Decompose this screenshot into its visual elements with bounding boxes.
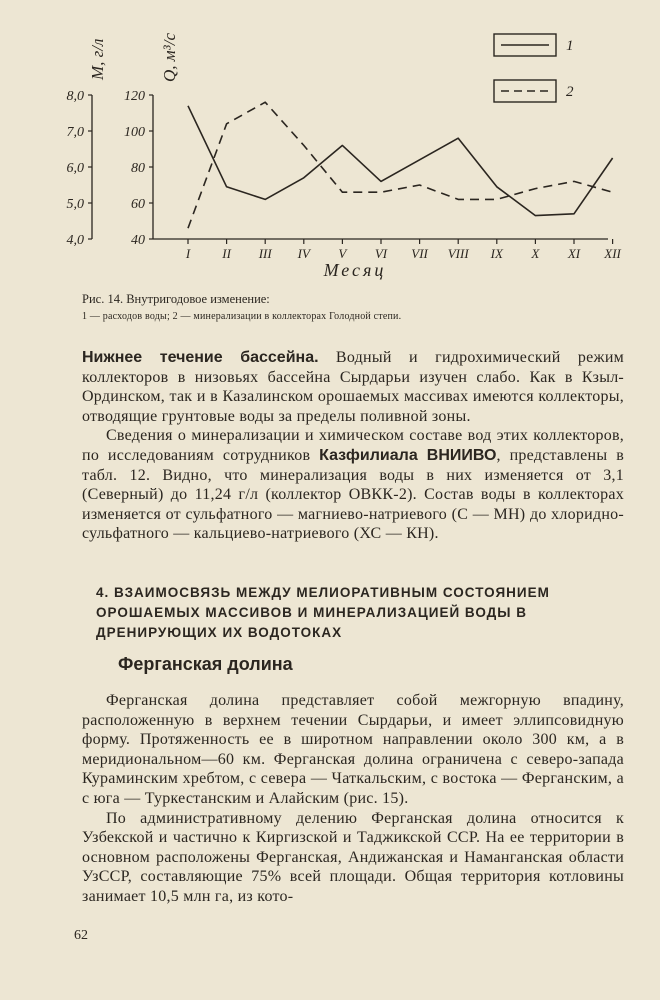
x-tick-label: IX <box>490 246 503 261</box>
q-axis-title: Q, м³/с <box>160 33 179 82</box>
paragraph-text: Сведения о минерализации и химическом составе вод этих коллекторов, по исследованиям сотрудников <box>82 427 624 464</box>
body-text-1 <box>82 348 624 544</box>
body-text-2 <box>82 691 624 907</box>
x-axis-title: Месяц <box>323 260 387 280</box>
paragraph-bold: Казфилиала ВНИИВО <box>319 446 497 464</box>
m-tick-label: 4,0 <box>66 233 84 248</box>
q-tick-label: 120 <box>124 89 145 104</box>
paragraph-lead: Нижнее течение бассейна. <box>82 349 319 366</box>
page-number: 62 <box>74 928 88 943</box>
x-tick-label: II <box>222 246 231 261</box>
q-tick-label: 40 <box>131 233 145 248</box>
paragraph-mineralization <box>82 426 624 544</box>
m-tick-label: 5,0 <box>66 197 84 212</box>
paragraph-text: , представлены в табл. 12. Видно, что минерализация воды в них изменяется от 3,1 (Северный) до 11,24 г/л (коллектор ОВКК-2). Состав воды в коллекторах изменяется от сульфатного — магниево-натриевого (С — МН) до хлоридно-сульфатного — кальциево-натриевого (ХС — КН). <box>82 446 625 543</box>
caption-title: Рис. 14. Внутригодовое изменение: <box>82 292 270 306</box>
series-2-line <box>188 102 613 228</box>
line-chart <box>0 0 660 290</box>
x-tick-label: VII <box>411 246 428 261</box>
m-tick-label: 7,0 <box>66 125 84 140</box>
x-tick-label: VIII <box>447 246 469 261</box>
x-tick-label: I <box>185 246 191 261</box>
paragraph-fergana-1: Ферганская долина представляет собой межгорную впадину, расположенную в верхнем течении Сырдарьи, и имеет эллипсовидную форму. Протяженность ее в широтном направлении около 300 км, а в меридиональном—60 км. Ферганская долина ограничена с северо-запада Кураминским хребтом, с севера — Чаткальским, с востока — Ферганским, а с юга — Туркестанским и Алайским (рис. 15). <box>82 692 624 807</box>
x-tick-label: IV <box>297 246 310 261</box>
caption-legend: 1 — расходов воды; 2 — минерализации в коллекторах Голодной степи. <box>82 311 402 322</box>
x-tick-label: III <box>258 246 272 261</box>
m-tick-label: 6,0 <box>66 161 84 176</box>
paragraph-lower-basin <box>82 348 624 426</box>
m-tick-label: 8,0 <box>66 89 84 104</box>
legend-label-2: 2 <box>566 84 574 100</box>
x-tick-label: XI <box>567 246 581 261</box>
x-tick-label: V <box>338 246 347 261</box>
m-axis-title: M, г/л <box>88 38 107 80</box>
legend-label-1: 1 <box>566 38 574 54</box>
figure-caption <box>82 291 602 325</box>
paragraph-text: Водный и гидрохимический режим коллекторов в низовьях бассейна Сырдарьи изучен слабо. Как в Кзыл-Ординском, так и в Казалинском орошаемых массивах имеются коллекторы, отводящие грунтовые воды за пределы поливной зоны. <box>82 349 625 425</box>
series-1-line <box>188 106 613 216</box>
paragraph-fergana-2: По административному делению Ферганская долина относится к Узбекской и частично к Киргизской и Таджикской ССР. На ее территории в основном расположены Ферганская, Андижанская и Наманганская области УзССР, составляющие 75% всей площади. Общая территория котловины занимает 10,5 млн га, из кото- <box>82 809 624 905</box>
section-heading: 4. ВЗАИМОСВЯЗЬ МЕЖДУ МЕЛИОРАТИВНЫМ СОСТОЯНИЕМ ОРОШАЕМЫХ МАССИВОВ И МИНЕРАЛИЗАЦИЕЙ ВОДЫ В ДРЕНИРУЮЩИХ ИХ ВОДОТОКАХ <box>96 585 550 640</box>
x-tick-label: XII <box>604 246 621 261</box>
q-tick-label: 60 <box>131 197 145 212</box>
x-tick-label: VI <box>374 246 388 261</box>
subheading: Ферганская долина <box>118 654 293 674</box>
q-tick-label: 80 <box>131 161 145 176</box>
x-tick-label: X <box>531 246 540 261</box>
q-tick-label: 100 <box>124 125 145 140</box>
